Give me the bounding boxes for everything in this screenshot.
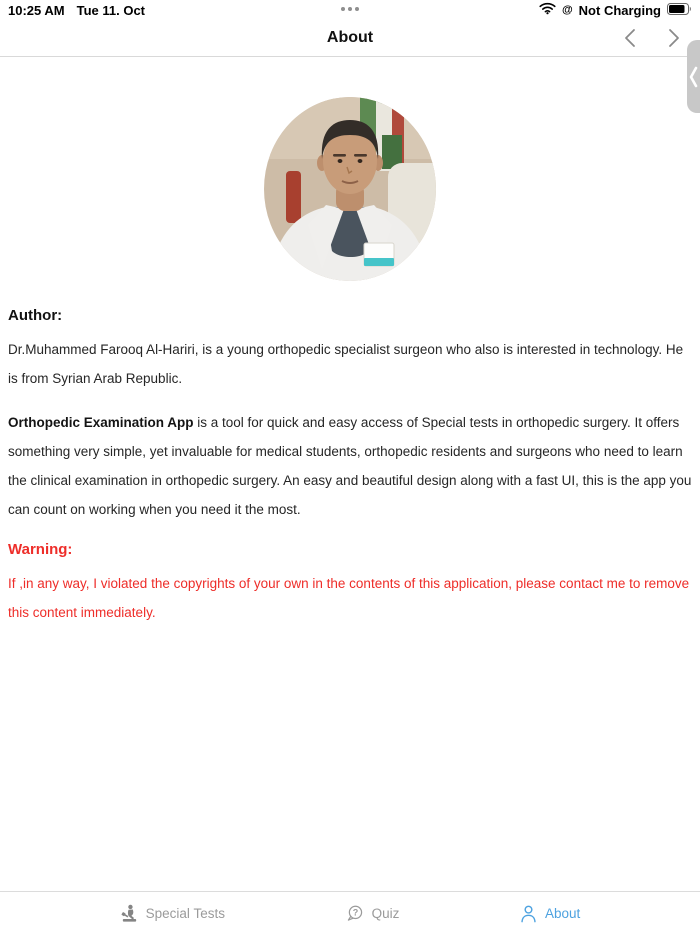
history-controls bbox=[622, 26, 682, 50]
battery-icon bbox=[667, 3, 692, 18]
tab-quiz[interactable] bbox=[345, 904, 400, 923]
warning-heading: Warning: bbox=[8, 541, 73, 558]
tab-special-tests[interactable] bbox=[120, 904, 225, 923]
special-tests-icon bbox=[120, 904, 139, 923]
tab-bar bbox=[0, 891, 700, 934]
slide-over-handle[interactable] bbox=[687, 40, 700, 113]
rotation-lock-icon: @ bbox=[561, 3, 573, 16]
person-icon bbox=[519, 904, 538, 923]
tab-about[interactable] bbox=[519, 904, 580, 923]
app-name: Orthopedic Examination App bbox=[8, 415, 194, 430]
tab-label: Special Tests bbox=[145, 905, 225, 921]
status-right bbox=[539, 2, 692, 18]
tab-label: Quiz bbox=[371, 905, 400, 921]
back-button[interactable] bbox=[622, 26, 638, 50]
about-content bbox=[0, 97, 700, 627]
battery-status-label: Not Charging bbox=[578, 2, 661, 18]
status-left bbox=[8, 3, 145, 18]
chevron-left-icon bbox=[624, 28, 636, 48]
wifi-icon bbox=[539, 2, 556, 18]
status-bar bbox=[0, 0, 700, 20]
app-description-paragraph bbox=[8, 408, 692, 524]
clock-time: 10:25 AM bbox=[8, 2, 65, 18]
svg-text:?: ? bbox=[352, 907, 358, 917]
warning-paragraph: If ,in any way, I violated the copyrights of your own in the contents of this application, please contact me to remove this content immediately. bbox=[8, 576, 690, 620]
author-photo bbox=[264, 97, 436, 281]
author-paragraph: Dr.Muhammed Farooq Al-Hariri, is a young orthopedic specialist surgeon who also is interested in technology. He is from Syrian Arab Republic. bbox=[8, 342, 684, 386]
tab-label: About bbox=[545, 905, 581, 921]
forward-button[interactable] bbox=[666, 26, 682, 50]
multitasking-dots-icon[interactable] bbox=[341, 7, 359, 11]
nav-bar bbox=[0, 20, 700, 57]
author-avatar bbox=[264, 97, 436, 281]
quiz-bubble-icon bbox=[345, 904, 365, 923]
chevron-right-icon bbox=[668, 28, 680, 48]
app-description: is a tool for quick and easy access of Special tests in orthopedic surgery. It offers something very simple, yet invaluable for medical students, orthopedic residents and surgeons who need to learn the clinical examination in orthopedic surgery. An easy and beautiful design along with a fast UI, this is the app you can count on working when you need it the most. bbox=[8, 415, 692, 517]
about-text bbox=[0, 305, 700, 627]
chevron-left-icon bbox=[689, 65, 698, 89]
author-heading: Author: bbox=[8, 307, 63, 324]
page-title: About bbox=[326, 29, 374, 46]
clock-date: Tue 11. Oct bbox=[76, 2, 146, 18]
